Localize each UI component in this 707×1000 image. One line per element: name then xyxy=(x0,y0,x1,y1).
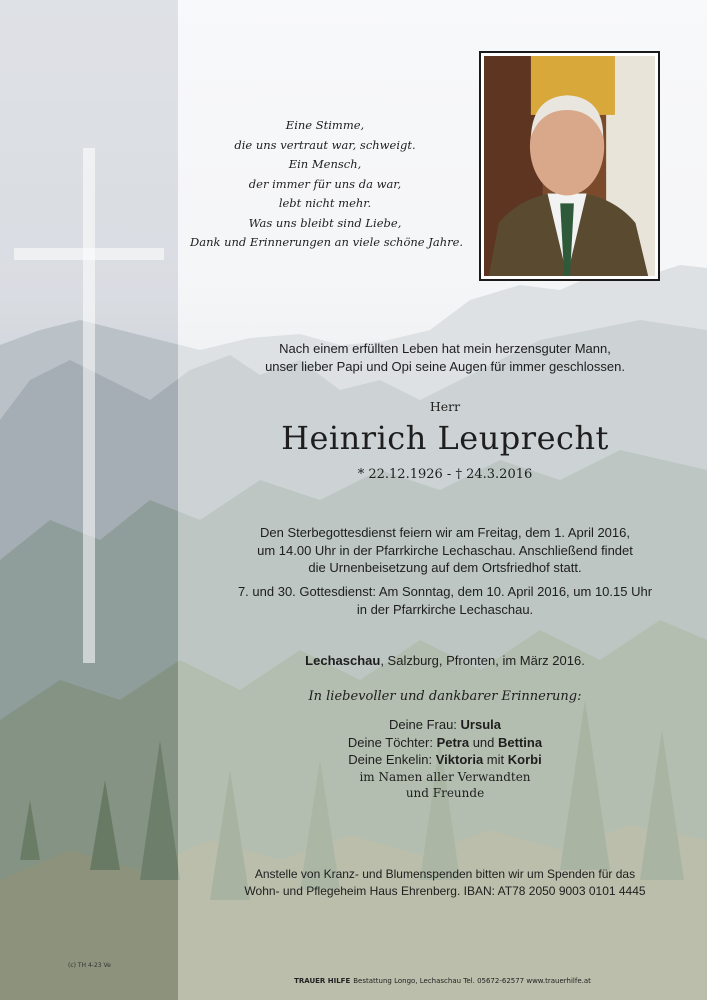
intro-text xyxy=(190,340,700,376)
family-daughters xyxy=(190,734,700,752)
poem-line: die uns vertraut war, schweigt. xyxy=(234,137,416,152)
mass-line: 7. und 30. Gottesdienst: Am Sonntag, dem 10. April 2016, um 10.15 Uhr xyxy=(237,584,653,599)
grandchildren-label: Deine Enkelin: xyxy=(348,752,436,767)
funeral-service-text xyxy=(190,524,700,577)
salutation: Herr xyxy=(429,399,461,414)
wife-name: Ursula xyxy=(460,717,501,732)
daughter-name: Bettina xyxy=(498,734,543,750)
grandchild-name: Korbi xyxy=(507,752,542,767)
daughters-label: Deine Töchter: xyxy=(347,734,437,750)
place-town: Lechaschau xyxy=(305,653,381,668)
wife-label: Deine Frau: xyxy=(388,717,461,732)
service-line: die Urnenbeisetzung auf dem Ortsfriedhof statt. xyxy=(308,560,582,575)
portrait-photo xyxy=(479,51,660,281)
family-list xyxy=(190,716,700,801)
poem-line: Ein Mensch, xyxy=(288,157,362,171)
service-line: Den Sterbegottesdienst feiern wir am Freitag, dem 1. April 2016, xyxy=(260,525,630,540)
footer-text: Bestattung Longo, Lechaschau Tel. 05672-62577 www.trauerhilfe.at xyxy=(353,977,591,985)
poem-line: Dank und Erinnerungen an viele schöne Jahre. xyxy=(190,235,464,249)
service-line: um 14.00 Uhr in der Pfarrkirche Lechaschau. Anschließend findet xyxy=(257,542,633,558)
grandchild-name: Viktoria xyxy=(435,752,484,767)
intro-line: Nach einem erfüllten Leben hat mein herzensguter Mann, xyxy=(279,341,611,356)
daughter-name: Petra xyxy=(436,734,470,750)
family-relatives: im Namen aller Verwandten xyxy=(359,769,531,784)
poem-line: Was uns bleibt sind Liebe, xyxy=(248,215,402,230)
donation-line: Wohn- und Pflegeheim Haus Ehrenberg. IBAN: AT78 2050 9003 0101 4445 xyxy=(244,884,646,898)
life-dates: * 22.12.1926 - † 24.3.2016 xyxy=(357,467,533,482)
deceased-name: Heinrich Leuprecht xyxy=(281,419,609,457)
memory-line: In liebevoller und dankbarer Erinnerung: xyxy=(308,689,582,704)
family-wife xyxy=(190,716,700,734)
footer-brand: TRAUER HILFE xyxy=(294,977,351,985)
family-grandchildren xyxy=(190,751,700,769)
intro-line: unser lieber Papi und Opi seine Augen für immer geschlossen. xyxy=(265,359,625,374)
family-friends: und Freunde xyxy=(405,785,485,800)
mass-line: in der Pfarrkirche Lechaschau. xyxy=(356,602,534,617)
donation-line: Anstelle von Kranz- und Blumenspenden bitten wir um Spenden für das xyxy=(254,867,636,881)
memorial-mass-text xyxy=(190,583,700,619)
conjunction: mit xyxy=(483,752,508,767)
conjunction: und xyxy=(469,734,499,750)
poem-line: Eine Stimme, xyxy=(285,118,365,132)
donation-request xyxy=(190,866,700,900)
footer xyxy=(178,977,707,985)
copyright-note: (c) TH 4-23 Ve xyxy=(68,962,111,969)
place-and-date xyxy=(190,653,700,668)
poem xyxy=(190,116,464,253)
place-rest: , Salzburg, Pfronten, im März 2016. xyxy=(380,653,585,668)
portrait-image xyxy=(484,56,655,276)
poem-line: der immer für uns da war, xyxy=(248,176,402,191)
latin-cross-icon xyxy=(14,148,164,663)
poem-line: lebt nicht mehr. xyxy=(278,196,372,210)
